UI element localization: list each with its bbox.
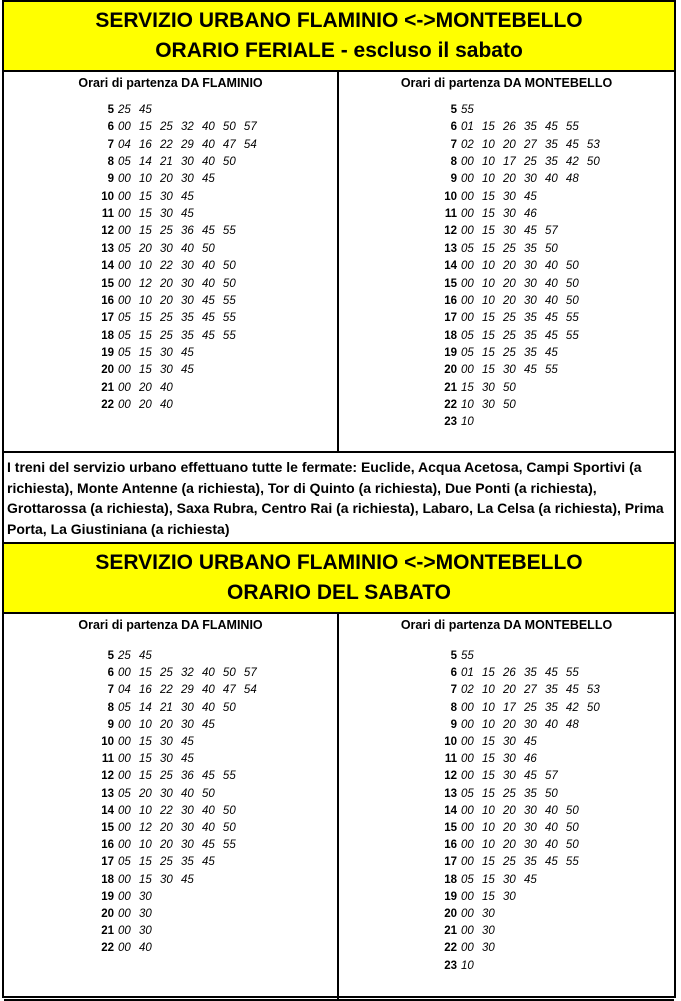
minutes-list: 00 12 20 30 40 50 — [118, 277, 236, 290]
hour-label: 17 — [444, 856, 457, 869]
hour-label: 9 — [107, 173, 114, 186]
schedule-row — [435, 665, 579, 682]
hour-label: 21 — [444, 381, 457, 394]
minutes-list: 00 10 20 30 40 50 — [461, 804, 579, 817]
minutes-list: 00 15 30 — [461, 890, 516, 903]
hour-label: 20 — [101, 908, 114, 920]
minutes-list: 00 15 30 45 — [118, 753, 194, 766]
schedule-row — [92, 734, 194, 751]
minutes-list: 00 15 30 45 — [461, 736, 537, 748]
schedule-row — [435, 940, 495, 957]
minutes-list: 00 15 25 35 45 55 — [461, 856, 579, 869]
minutes-list: 10 — [461, 416, 474, 429]
minutes-list: 00 20 40 — [118, 381, 173, 394]
hour-label: 11 — [444, 753, 457, 766]
minutes-list: 04 16 22 29 40 47 54 — [118, 684, 257, 697]
hour-label: 16 — [444, 839, 457, 852]
minutes-list: 00 30 — [118, 890, 152, 903]
schedule-row — [92, 137, 257, 154]
schedule-row — [435, 700, 600, 717]
hour-label: 17 — [101, 312, 114, 325]
schedule-row — [92, 171, 215, 188]
schedule-row — [92, 119, 257, 136]
weekday-subtitle: ORARIO FERIALE - escluso il sabato — [155, 39, 523, 62]
minutes-list: 15 30 50 — [461, 381, 516, 394]
hour-label: 7 — [450, 684, 457, 697]
schedule-row — [92, 889, 152, 906]
hour-label: 16 — [101, 839, 114, 852]
hour-label: 14 — [101, 804, 114, 817]
hour-label: 13 — [444, 242, 457, 255]
hour-label: 12 — [444, 770, 457, 783]
schedule-row — [435, 119, 579, 136]
hour-label: 13 — [444, 787, 457, 800]
schedule-row — [435, 293, 579, 310]
schedule-row — [435, 397, 516, 414]
hour-label: 5 — [450, 650, 457, 662]
hour-label: 9 — [450, 718, 457, 731]
hour-label: 15 — [444, 277, 457, 290]
schedule-row — [92, 293, 236, 310]
hour-label: 13 — [101, 787, 114, 800]
minutes-list: 05 15 25 35 45 55 — [461, 329, 579, 342]
schedule-row — [92, 276, 236, 293]
weekday-banner — [4, 2, 674, 72]
minutes-list: 00 30 — [461, 942, 495, 955]
hour-label: 21 — [101, 925, 114, 938]
hour-label: 7 — [450, 138, 457, 151]
minutes-list: 25 45 — [118, 104, 152, 116]
minutes-list: 10 — [461, 959, 474, 972]
schedule-row — [435, 171, 579, 188]
weekday-title: SERVIZIO URBANO FLAMINIO <->MONTEBELLO — [95, 9, 583, 32]
schedule-row — [92, 328, 236, 345]
hour-label: 8 — [107, 701, 114, 714]
minutes-list: 00 15 30 46 — [461, 208, 537, 221]
schedule-row — [92, 786, 215, 803]
schedule-row — [435, 241, 558, 258]
hour-label: 9 — [107, 718, 114, 731]
minutes-list: 00 10 22 30 40 50 — [118, 260, 236, 273]
schedule-row — [435, 154, 600, 171]
schedule-row — [435, 786, 558, 803]
schedule-row — [435, 734, 537, 751]
minutes-list: 05 15 30 45 — [461, 873, 537, 886]
hour-label: 22 — [444, 942, 457, 955]
saturday-montebello-heading: Orari di partenza DA MONTEBELLO — [400, 618, 613, 632]
saturday-title: SERVIZIO URBANO FLAMINIO <->MONTEBELLO — [95, 551, 583, 574]
hour-label: 21 — [444, 925, 457, 938]
minutes-list: 00 10 17 25 35 42 50 — [461, 156, 600, 169]
schedule-row — [92, 380, 173, 397]
minutes-list: 00 10 20 30 40 50 — [461, 839, 579, 852]
hour-label: 10 — [444, 736, 457, 748]
schedule-row — [92, 154, 236, 171]
saturday-banner — [4, 544, 674, 614]
minutes-list: 25 45 — [118, 650, 152, 662]
hour-label: 23 — [444, 416, 457, 429]
schedule-row — [92, 820, 236, 837]
minutes-list: 00 15 30 46 — [461, 753, 537, 766]
hour-label: 6 — [107, 121, 114, 134]
hour-label: 8 — [107, 156, 114, 169]
minutes-list: 00 15 25 32 40 50 57 — [118, 667, 257, 680]
hour-label: 10 — [444, 190, 457, 203]
schedule-row — [92, 345, 194, 362]
schedule-row — [92, 751, 194, 768]
minutes-list: 00 30 — [118, 908, 152, 920]
minutes-list: 00 15 25 36 45 55 — [118, 770, 236, 783]
minutes-list: 00 15 25 36 45 55 — [118, 225, 236, 238]
minutes-list: 05 15 25 35 45 55 — [118, 312, 236, 325]
hour-label: 8 — [450, 701, 457, 714]
minutes-list: 05 15 25 35 45 — [461, 346, 558, 359]
minutes-list: 05 15 30 45 — [118, 346, 194, 359]
minutes-list: 00 30 — [461, 908, 495, 920]
minutes-list: 01 15 26 35 45 55 — [461, 121, 579, 134]
hour-label: 17 — [444, 312, 457, 325]
schedule-row — [92, 362, 194, 379]
saturday-schedule — [4, 614, 674, 1001]
weekday-flaminio-heading: Orari di partenza DA FLAMINIO — [78, 76, 263, 90]
schedule-row — [92, 648, 152, 665]
hour-label: 11 — [101, 208, 114, 221]
minutes-list: 04 16 22 29 40 47 54 — [118, 138, 257, 151]
schedule-row — [92, 700, 236, 717]
minutes-list: 00 10 20 30 45 — [118, 718, 215, 731]
minutes-list: 00 10 17 25 35 42 50 — [461, 701, 600, 714]
schedule-row — [435, 258, 579, 275]
minutes-list: 00 15 30 45 — [461, 190, 537, 203]
minutes-list: 01 15 26 35 45 55 — [461, 667, 579, 680]
hour-label: 5 — [107, 104, 114, 116]
schedule-row — [92, 223, 236, 240]
schedule-row — [92, 768, 236, 785]
schedule-row — [435, 362, 558, 379]
hour-label: 19 — [444, 890, 457, 903]
hour-label: 20 — [444, 364, 457, 377]
schedule-row — [435, 837, 579, 854]
weekday-montebello-heading: Orari di partenza DA MONTEBELLO — [400, 76, 613, 90]
hour-label: 7 — [107, 138, 114, 151]
hour-label: 18 — [444, 329, 457, 342]
minutes-list: 00 15 30 45 57 — [461, 225, 558, 238]
hour-label: 13 — [101, 242, 114, 255]
schedule-row — [92, 854, 215, 871]
schedule-row — [92, 102, 152, 119]
hour-label: 19 — [444, 346, 457, 359]
hour-label: 18 — [101, 329, 114, 342]
schedule-row — [435, 751, 537, 768]
schedule-row — [435, 137, 600, 154]
hour-label: 10 — [101, 736, 114, 748]
hour-label: 7 — [107, 684, 114, 697]
minutes-list: 00 15 30 45 57 — [461, 770, 558, 783]
hour-label: 11 — [101, 753, 114, 766]
minutes-list: 00 10 22 30 40 50 — [118, 804, 236, 817]
hour-label: 22 — [101, 942, 114, 955]
schedule-row — [435, 889, 516, 906]
schedule-row — [92, 258, 236, 275]
schedule-row — [435, 380, 516, 397]
minutes-list: 00 15 30 45 — [118, 208, 194, 221]
hour-label: 20 — [101, 364, 114, 377]
minutes-list: 05 20 30 40 50 — [118, 787, 215, 800]
minutes-list: 00 10 20 30 45 — [118, 173, 215, 186]
hour-label: 10 — [101, 190, 114, 203]
hour-label: 17 — [101, 856, 114, 869]
schedule-row — [435, 768, 558, 785]
schedule-row — [92, 397, 173, 414]
schedule-row — [435, 206, 537, 223]
minutes-list: 00 10 20 30 40 50 — [461, 277, 579, 290]
minutes-list: 02 10 20 27 35 45 53 — [461, 138, 600, 151]
hour-label: 11 — [444, 208, 457, 221]
hour-label: 8 — [450, 156, 457, 169]
minutes-list: 05 15 25 35 45 — [118, 856, 215, 869]
minutes-list: 05 20 30 40 50 — [118, 242, 215, 255]
schedule-row — [435, 803, 579, 820]
minutes-list: 00 10 20 30 45 55 — [118, 294, 236, 307]
minutes-list: 00 30 — [118, 925, 152, 938]
hour-label: 5 — [107, 650, 114, 662]
hour-label: 22 — [444, 398, 457, 411]
minutes-list: 00 10 20 30 40 48 — [461, 173, 579, 186]
minutes-list: 00 10 20 30 40 50 — [461, 260, 579, 273]
minutes-list: 05 14 21 30 40 50 — [118, 156, 236, 169]
schedule-row — [435, 923, 495, 940]
hour-label: 12 — [444, 225, 457, 238]
hour-label: 20 — [444, 908, 457, 920]
minutes-list: 00 30 — [461, 925, 495, 938]
hour-label: 12 — [101, 770, 114, 783]
schedule-row — [435, 328, 579, 345]
hour-label: 6 — [450, 667, 457, 680]
schedule-row — [92, 803, 236, 820]
minutes-list: 05 15 25 35 50 — [461, 242, 558, 255]
minutes-list: 00 10 20 30 45 55 — [118, 839, 236, 852]
schedule-row — [92, 837, 236, 854]
schedule-row — [435, 682, 600, 699]
minutes-list: 00 15 30 45 — [118, 364, 194, 377]
schedule-row — [435, 310, 579, 327]
schedule-row — [435, 276, 579, 293]
schedule-row — [92, 940, 152, 957]
minutes-list: 00 12 20 30 40 50 — [118, 822, 236, 834]
hour-label: 22 — [101, 398, 114, 411]
minutes-list: 00 10 20 30 40 50 — [461, 294, 579, 307]
stops-note: I treni del servizio urbano effettuano tutte le fermate: Euclide, Acqua Acetosa, Campi Sportivi (a richiesta), Monte Antenne (a richiesta), Tor di Quinto (a richiesta), Due Ponti (a richiesta), Grottarossa (a richiesta), Saxa Rubra, Centro Rai (a richiesta), Labaro, La Celsa (a richiesta), Prima Porta, La Giustiniana (a richiesta) — [4, 453, 674, 544]
schedule-row — [92, 717, 215, 734]
minutes-list: 05 15 25 35 45 55 — [118, 329, 236, 342]
schedule-row — [435, 872, 537, 889]
saturday-subtitle: ORARIO DEL SABATO — [226, 581, 452, 604]
schedule-row — [92, 923, 152, 940]
schedule-row — [92, 872, 194, 889]
hour-label: 18 — [444, 873, 457, 886]
weekday-schedule — [4, 72, 674, 453]
schedule-row — [435, 906, 495, 923]
schedule-row — [435, 648, 474, 665]
schedule-row — [435, 854, 579, 871]
weekday-montebello-column — [339, 72, 674, 451]
minutes-list: 00 10 20 30 40 50 — [461, 822, 579, 834]
minutes-list: 10 30 50 — [461, 398, 516, 411]
saturday-flaminio-column — [4, 614, 339, 999]
minutes-list: 02 10 20 27 35 45 53 — [461, 684, 600, 697]
hour-label: 5 — [450, 104, 457, 116]
schedule-row — [435, 958, 474, 975]
minutes-list: 55 — [461, 104, 474, 116]
minutes-list: 00 15 25 35 45 55 — [461, 312, 579, 325]
hour-label: 15 — [444, 822, 457, 834]
minutes-list: 00 15 30 45 55 — [461, 364, 558, 377]
schedule-row — [435, 717, 579, 734]
hour-label: 18 — [101, 873, 114, 886]
schedule-row — [92, 189, 194, 206]
schedule-row — [92, 206, 194, 223]
hour-label: 14 — [101, 260, 114, 273]
hour-label: 19 — [101, 890, 114, 903]
minutes-list: 05 15 25 35 50 — [461, 787, 558, 800]
saturday-flaminio-heading: Orari di partenza DA FLAMINIO — [78, 618, 263, 632]
minutes-list: 05 14 21 30 40 50 — [118, 701, 236, 714]
hour-label: 6 — [450, 121, 457, 134]
minutes-list: 00 10 20 30 40 48 — [461, 718, 579, 731]
schedule-row — [435, 414, 474, 431]
schedule-row — [435, 820, 579, 837]
minutes-list: 00 40 — [118, 942, 152, 955]
hour-label: 12 — [101, 225, 114, 238]
minutes-list: 00 15 30 45 — [118, 873, 194, 886]
hour-label: 9 — [450, 173, 457, 186]
schedule-row — [92, 906, 152, 923]
schedule-row — [435, 345, 558, 362]
minutes-list: 55 — [461, 650, 474, 662]
schedule-row — [435, 223, 558, 240]
minutes-list: 00 20 40 — [118, 398, 173, 411]
hour-label: 21 — [101, 381, 114, 394]
minutes-list: 00 15 30 45 — [118, 736, 194, 748]
saturday-montebello-column — [339, 614, 674, 999]
schedule-row — [92, 310, 236, 327]
schedule-row — [92, 241, 215, 258]
schedule-row — [435, 102, 474, 119]
weekday-flaminio-column — [4, 72, 339, 451]
schedule-row — [92, 682, 257, 699]
schedule-row — [435, 189, 537, 206]
hour-label: 16 — [101, 294, 114, 307]
hour-label: 15 — [101, 822, 114, 834]
timetable-page — [2, 0, 676, 998]
hour-label: 6 — [107, 667, 114, 680]
hour-label: 16 — [444, 294, 457, 307]
hour-label: 15 — [101, 277, 114, 290]
minutes-list: 00 15 25 32 40 50 57 — [118, 121, 257, 134]
hour-label: 14 — [444, 804, 457, 817]
schedule-row — [92, 665, 257, 682]
minutes-list: 00 15 30 45 — [118, 190, 194, 203]
hour-label: 14 — [444, 260, 457, 273]
hour-label: 23 — [444, 959, 457, 972]
hour-label: 19 — [101, 346, 114, 359]
